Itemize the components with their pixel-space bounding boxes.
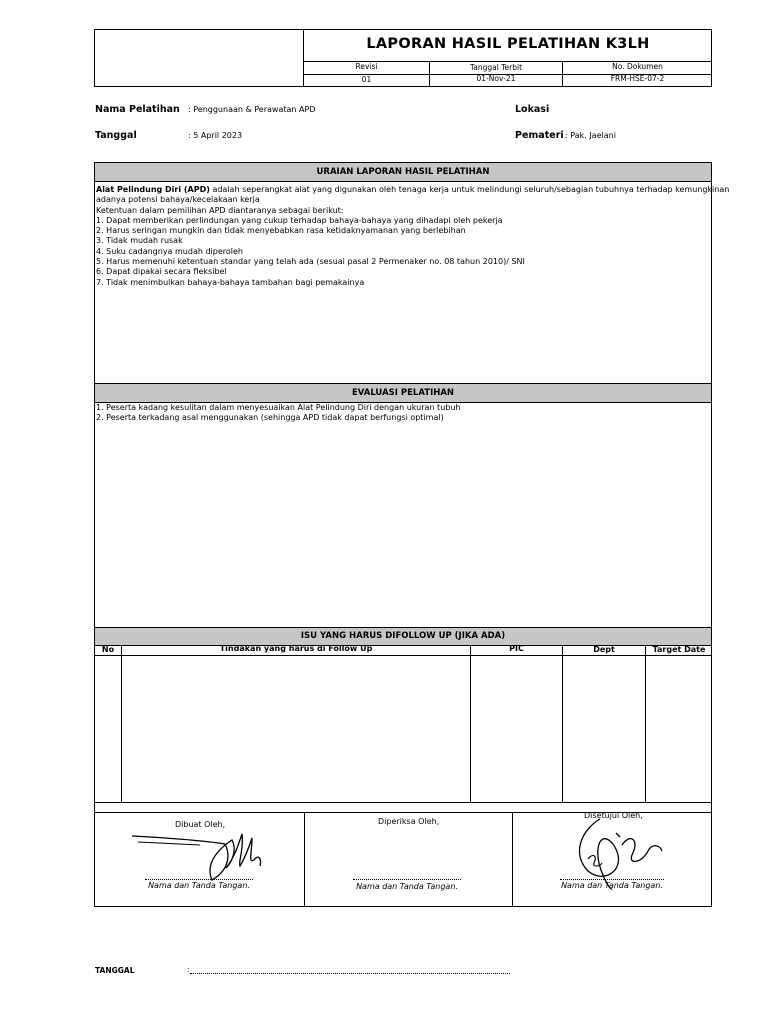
nama-pelatihan-value: : Penggunaan & Perawatan APD xyxy=(188,105,316,114)
pemateri-value: : Pak. Jaelani xyxy=(565,131,616,140)
signature-caption-disetujui: Nama dan Tanda Tangan. xyxy=(561,881,663,890)
footer-tanggal-line xyxy=(190,973,510,974)
uraian-intro-line2: adanya potensi bahaya/kecelakaan kerja xyxy=(96,195,260,205)
evaluasi-header: EVALUASI PELATIHAN xyxy=(95,384,711,402)
disetujui-oleh-label: Disetujui Oleh, xyxy=(584,811,643,820)
uraian-item: 1. Dapat memberikan perlindungan yang cukup terhadap bahaya-bahaya yang dihadapi oleh pekerja xyxy=(96,215,503,225)
uraian-item: 4. Suku cadangnya mudah diperoleh xyxy=(96,246,243,256)
tanggal-label: Tanggal xyxy=(95,130,137,141)
tanggal-terbit-label: Tanggal Terbit xyxy=(469,63,523,72)
uraian-ketentuan: Ketentuan dalam pemilihan APD diantaranya sebagai berikut: xyxy=(96,205,344,215)
pemateri-label: Pemateri xyxy=(515,130,564,141)
no-dokumen-value: FRM-HSE-07-2 xyxy=(610,74,665,83)
no-dokumen-label: No. Dokumen xyxy=(612,62,663,71)
uraian-intro-text: adalah seperangkat alat yang digunakan oleh tenaga kerja untuk melindungi seluruh/sebagian tubuhnya terhadap kemungkinan xyxy=(209,185,730,194)
uraian-item: 6. Dapat dipakai secara fleksibel xyxy=(96,267,227,277)
followup-header: ISU YANG HARUS DIFOLLOW UP (JIKA ADA) xyxy=(95,628,711,645)
column-dept: Dept xyxy=(593,645,615,654)
signature-caption-diperiksa: Nama dan Tanda Tangan. xyxy=(356,882,458,891)
evaluasi-item: 2. Peserta terkadang asal menggunakan (sehingga APD tidak dapat berfungsi optimal) xyxy=(96,413,444,423)
tanggal-value: : 5 April 2023 xyxy=(188,131,243,140)
column-no: No xyxy=(101,645,115,654)
evaluasi-content xyxy=(96,403,710,424)
revisi-label: Revisi xyxy=(355,62,378,71)
uraian-item: 3. Tidak mudah rusak xyxy=(96,236,183,246)
dibuat-oleh-label: Dibuat Oleh, xyxy=(175,820,226,829)
uraian-item: 2. Harus seringan mungkin dan tidak menyebabkan rasa ketidaknyamanan yang berlebihan xyxy=(96,226,466,236)
uraian-item: 5. Harus memenuhi ketentuan standar yang telah ada (sesuai pasal 2 Permenaker no. 08 tahun 2010)/ SNI xyxy=(96,257,525,267)
evaluasi-item: 1. Peserta kadang kesulitan dalam menyesuaikan Alat Pelindung Diri dengan ukuran tubuh xyxy=(96,403,461,412)
column-target-date: Target Date xyxy=(652,645,706,654)
column-pic: PIC xyxy=(509,644,524,653)
signature-caption-dibuat: Nama dan Tanda Tangan. xyxy=(148,881,250,890)
document-title: LAPORAN HASIL PELATIHAN K3LH xyxy=(366,36,650,52)
revisi-value: 01 xyxy=(361,75,372,84)
uraian-header: URAIAN LAPORAN HASIL PELATIHAN xyxy=(95,163,711,181)
column-tindakan: Tindakan yang harus di Follow Up xyxy=(219,644,373,653)
uraian-item: 7. Tidak menimbulkan bahaya-bahaya tambahan bagi pemakainya xyxy=(96,277,365,287)
footer-tanggal-label: TANGGAL xyxy=(95,966,135,975)
uraian-intro-term: Alat Pelindung Diri (APD) xyxy=(96,185,210,194)
nama-pelatihan-label: Nama Pelatihan xyxy=(95,104,180,115)
lokasi-label: Lokasi xyxy=(515,104,550,115)
footer-tanggal-value: : xyxy=(187,965,190,974)
signature-dibuat xyxy=(130,822,270,884)
diperiksa-oleh-label: Diperiksa Oleh, xyxy=(378,817,440,826)
uraian-content xyxy=(96,185,730,288)
tanggal-terbit-value: 01-Nov-21 xyxy=(476,74,516,83)
